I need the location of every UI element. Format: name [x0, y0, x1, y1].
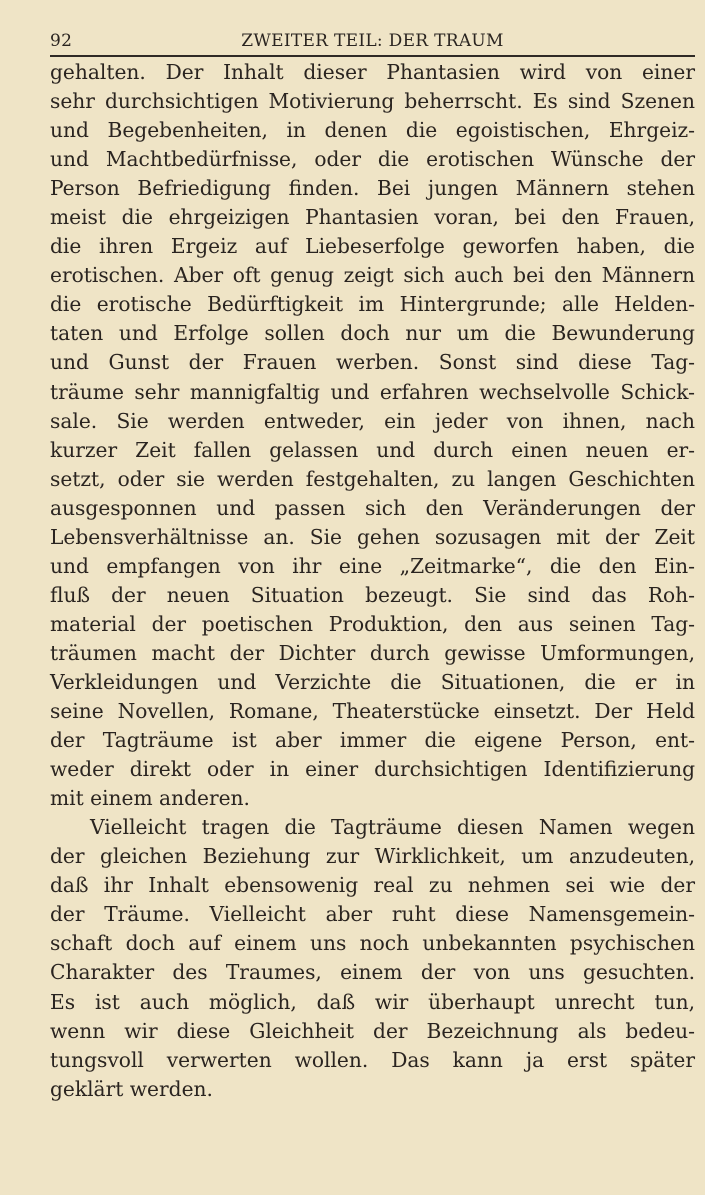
text-line: der gleichen Beziehung zur Wirklichkeit, um anzudeuten,	[50, 844, 695, 869]
paragraph-start-line: Vielleicht tragen die Tagträume diesen Namen wegen	[90, 815, 695, 840]
text-line: Es ist auch möglich, daß wir überhaupt unrecht tun,	[50, 989, 695, 1014]
paragraph-end-line: mit einem anderen.	[50, 786, 250, 811]
text-line: weder direkt oder in einer durchsichtigen Identifizierung	[50, 757, 695, 782]
running-header	[50, 27, 695, 55]
text-line: seine Novellen, Romane, Theaterstücke einsetzt. Der Held	[50, 699, 695, 724]
text-line: träumen macht der Dichter durch gewisse Umformungen,	[50, 640, 695, 665]
text-line: fluß der neuen Situation bezeugt. Sie sind das Roh-	[50, 582, 695, 607]
text-line: Verkleidungen und Verzichte die Situationen, die er in	[50, 669, 695, 694]
text-line: und Gunst der Frauen werben. Sonst sind diese Tag-	[50, 350, 695, 375]
text-line: Lebensverhältnisse an. Sie gehen sozusagen mit der Zeit	[50, 524, 695, 549]
text-line: ausgesponnen und passen sich den Veränderungen der	[50, 495, 695, 520]
running-title: ZWEITER TEIL: DER TRAUM	[241, 31, 504, 51]
text-line: träume sehr mannigfaltig und erfahren wechselvolle Schick-	[50, 379, 695, 404]
text-line: kurzer Zeit fallen gelassen und durch einen neuen er-	[50, 437, 695, 462]
text-line: meist die ehrgeizigen Phantasien voran, bei den Frauen,	[50, 205, 695, 230]
text-line: wenn wir diese Gleichheit der Bezeichnung als bedeu-	[50, 1018, 695, 1043]
text-line: der Tagträume ist aber immer die eigene Person, ent-	[50, 728, 695, 753]
text-line: gehalten. Der Inhalt dieser Phantasien wird von einer	[50, 60, 695, 84]
text-line: die erotische Bedürftigkeit im Hintergrunde; alle Helden-	[50, 292, 695, 317]
page-number: 92	[50, 31, 73, 51]
text-line: taten und Erfolge sollen doch nur um die Bewunderung	[50, 321, 695, 346]
paragraph-end-line: geklärt werden.	[50, 1076, 213, 1101]
header-rule	[50, 55, 695, 57]
text-line: und Begebenheiten, in denen die egoistischen, Ehrgeiz-	[50, 118, 695, 143]
text-line: material der poetischen Produktion, den aus seinen Tag-	[50, 611, 695, 636]
body-text	[50, 58, 695, 1104]
text-line: schaft doch auf einem uns noch unbekannten psychischen	[50, 931, 695, 956]
text-line: tungsvoll verwerten wollen. Das kann ja erst später	[50, 1047, 695, 1072]
text-line: erotischen. Aber oft genug zeigt sich auch bei den Männern	[50, 263, 695, 288]
text-line: setzt, oder sie werden festgehalten, zu langen Geschichten	[50, 466, 695, 491]
text-line: die ihren Ergeiz auf Liebeserfolge geworfen haben, die	[50, 234, 695, 259]
text-line: und Machtbedürfnisse, oder die erotischen Wünsche der	[50, 147, 695, 172]
text-line: daß ihr Inhalt ebensowenig real zu nehmen sei wie der	[50, 873, 695, 898]
text-line: sehr durchsichtigen Motivierung beherrscht. Es sind Szenen	[50, 89, 695, 114]
text-line: der Träume. Vielleicht aber ruht diese Namensgemein-	[50, 902, 695, 927]
text-line: Charakter des Traumes, einem der von uns gesuchten.	[50, 960, 695, 985]
text-line: sale. Sie werden entweder, ein jeder von ihnen, nach	[50, 408, 695, 433]
text-line: Person Befriedigung finden. Bei jungen Männern stehen	[50, 176, 695, 201]
text-line: und empfangen von ihr eine „Zeitmarke“, die den Ein-	[50, 553, 695, 578]
